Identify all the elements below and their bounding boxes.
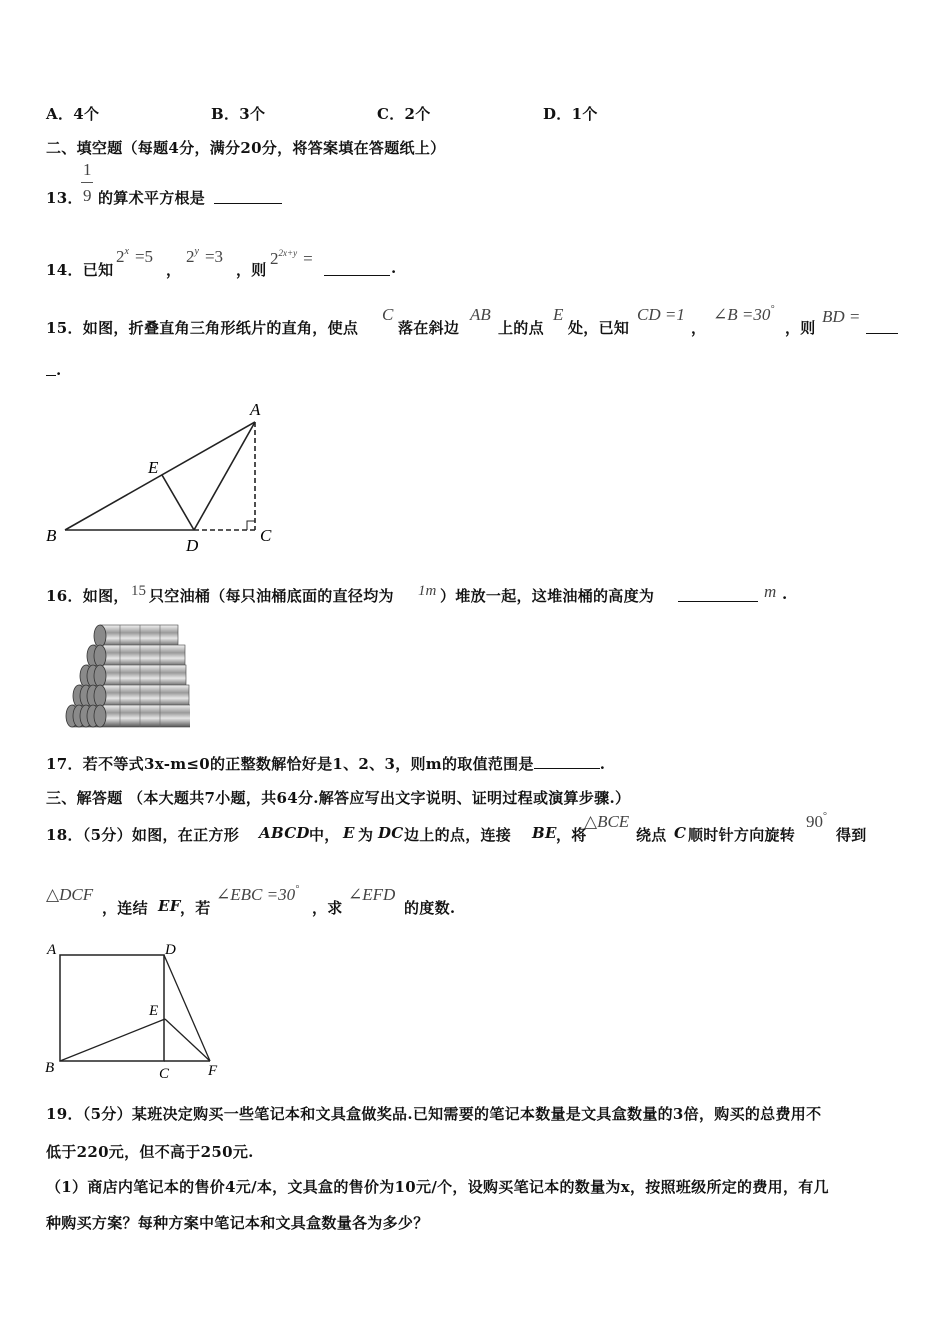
fraction-numerator: 1 bbox=[83, 160, 92, 179]
eq1: $2^x =5$ bbox=[116, 246, 154, 266]
question-17: 17．若不等式3x-m≤0的正整数解恰好是1、2、3，则m的取值范围是 . bbox=[46, 755, 606, 773]
svg-text:C: C bbox=[159, 1066, 170, 1082]
question-18: 18．（5分）如图，在正方形 ABCD 中， E 为 DC 边上的点，连接 BE ，将 △BCE 绕点 C 顺时针方向旋转 90° 得到 bbox=[46, 811, 867, 844]
svg-text:E: E bbox=[148, 458, 159, 477]
question-19-part-1-line-2: 种购买方案？每种方案中笔记本和文具盒数量各为多少？ bbox=[46, 1214, 429, 1232]
option-a: A．4个 bbox=[46, 105, 100, 123]
svg-text:D: D bbox=[165, 942, 176, 958]
option-c: C．2个 bbox=[377, 105, 431, 123]
answer-blank[interactable] bbox=[534, 754, 600, 769]
question-18-continued: △DCF ，连结 EF ，若 ∠EBC =30° ，求 ∠EFD 的度数. bbox=[46, 884, 456, 917]
figure-18-square bbox=[40, 935, 240, 1085]
svg-text:A: A bbox=[250, 400, 261, 419]
svg-text:F: F bbox=[208, 1063, 218, 1079]
question-13 bbox=[46, 160, 446, 210]
option-d: D．1个 bbox=[543, 105, 598, 123]
svg-text:B: B bbox=[45, 1060, 55, 1076]
svg-text:A: A bbox=[47, 942, 57, 958]
answer-blank[interactable] bbox=[214, 189, 282, 204]
question-text: 14．已知 bbox=[46, 261, 114, 279]
eq3: $2^{2x+y}$ = bbox=[270, 248, 313, 268]
figure-15-triangle bbox=[40, 395, 300, 555]
question-15: 15．如图，折叠直角三角形纸片的直角，使点 C 落在斜边 AB 上的点 E 处，已知 CD =1 ， ∠B =30° ，则 BD = . bbox=[46, 305, 916, 385]
question-number: 13． bbox=[46, 189, 83, 207]
fraction-bar bbox=[81, 182, 93, 183]
question-16: 16．如图， 15 只空油桶（每只油桶底面的直径均为 1m ）堆放一起，这堆油桶的高度为 m . bbox=[46, 582, 788, 605]
question-19-part-1-line-1: （1）商店内笔记本的售价4元/本，文具盒的售价为10元/个，设购买笔记本的数量为x，按照班级所定的费用，有几 bbox=[46, 1178, 829, 1196]
answer-blank[interactable] bbox=[866, 319, 898, 334]
question-text: 的算术平方根是 bbox=[98, 189, 206, 207]
question-14: 14．已知 $2^x =5$ ， $2^y =3$ ，则 $2^{2x+y}$ = . bbox=[46, 246, 397, 279]
svg-text:C: C bbox=[260, 526, 272, 545]
answer-blank-continued[interactable] bbox=[46, 361, 56, 376]
answer-blank[interactable] bbox=[678, 587, 758, 602]
section-3-title: 三、解答题 （本大题共7小题，共64分.解答应写出文字说明、证明过程或演算步骤.） bbox=[46, 789, 631, 807]
section-2-title: 二、填空题（每题4分，满分20分，将答案填在答题纸上） bbox=[46, 139, 446, 157]
svg-text:D: D bbox=[186, 536, 199, 555]
question-19-line-1: 19．（5分）某班决定购买一些笔记本和文具盒做奖品.已知需要的笔记本数量是文具盒数量的3倍，购买的总费用不 bbox=[46, 1105, 822, 1123]
svg-text:E: E bbox=[149, 1003, 159, 1019]
option-b: B．3个 bbox=[211, 105, 266, 123]
question-19-line-2: 低于220元，但不高于250元. bbox=[46, 1143, 254, 1161]
fraction-denominator: 9 bbox=[83, 186, 92, 205]
answer-blank[interactable] bbox=[324, 261, 390, 276]
eq2: $2^y =3$ bbox=[186, 246, 224, 266]
svg-text:B: B bbox=[46, 526, 57, 545]
figure-16-oil-barrels bbox=[60, 620, 190, 735]
